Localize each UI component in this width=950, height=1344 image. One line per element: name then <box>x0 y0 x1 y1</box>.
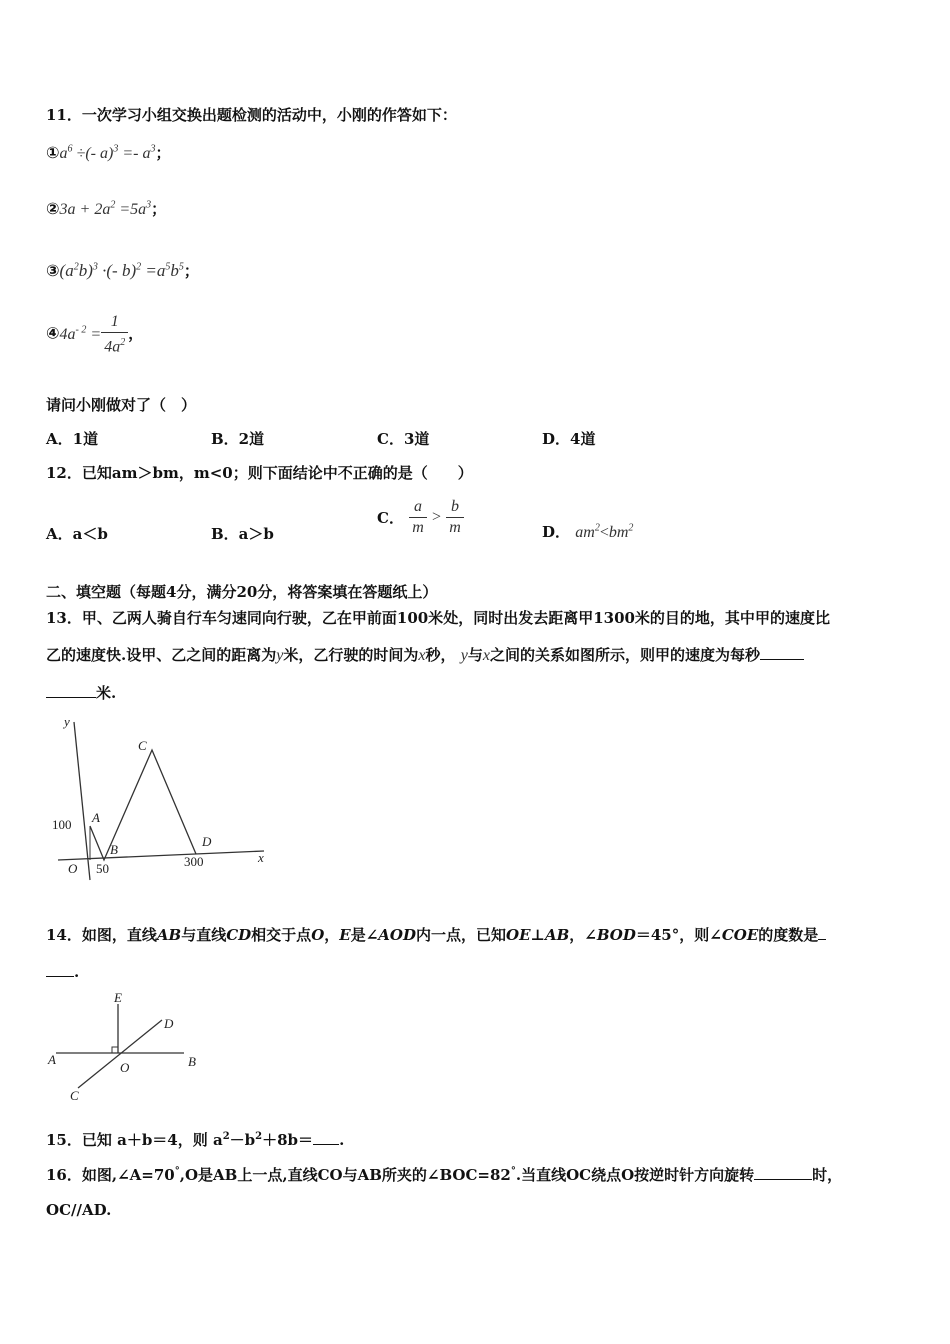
q11-item-1: $①a^6$ ÷(- $a)^3 =- a^3$； <box>46 143 171 162</box>
q13-line-2: 乙的速度快.设甲、乙之间的距离为y米，乙行驶的时间为x秒， y与x之间的关系如图所示，则甲的速度为每秒 <box>46 644 804 665</box>
q13-line-1: 13．甲、乙两人骑自行车匀速同向行驶，乙在甲前面100米处，同时出发去距离甲1300米的目的地，其中甲的速度比 <box>46 609 830 627</box>
answer-blank[interactable] <box>313 1130 339 1145</box>
q11-option-c[interactable]: C．3道 <box>377 430 430 448</box>
item-marker: ① <box>46 143 60 162</box>
q14-angle-figure <box>46 990 202 1102</box>
tick-300: 300 <box>184 854 204 869</box>
point-label-d: D <box>202 834 212 849</box>
q12-option-d[interactable]: D． $am^2<bm^2$ <box>542 522 634 541</box>
q16-line-2: OC//AD. <box>46 1201 112 1219</box>
tick-100: 100 <box>52 817 72 832</box>
point-label-d: D <box>164 1016 174 1031</box>
answer-blank[interactable] <box>760 645 804 660</box>
q14-line-2: . <box>46 962 79 981</box>
y-axis <box>74 722 90 880</box>
answer-blank[interactable] <box>754 1165 812 1180</box>
q11-option-a[interactable]: A．1道 <box>46 430 99 448</box>
q15: 15．已知 a＋b＝4，则 $a^2-b^2+8b=$ . <box>46 1131 345 1149</box>
point-label-c: C <box>138 738 147 753</box>
axis-label-x: x <box>258 850 264 865</box>
q11-item-3: $③(a^2b)^3$ ·(- $b)^2 =a^5b^5$； <box>46 261 199 280</box>
q13-distance-graph <box>46 710 276 885</box>
q12-option-a[interactable]: A．a＜b <box>46 525 108 543</box>
q16-line-1: 16．如图,∠A=70°,O是AB上一点,直线CO与AB所夹的∠BOC=82°.当直线OC绕点O按逆时针方向旋转 时， <box>46 1166 843 1184</box>
fraction: $\frac{1}{4a^2}$ <box>101 312 128 357</box>
q12-option-c[interactable]: C． $\frac{a}{m}$ > $\frac{b}{m}$ <box>377 497 464 538</box>
point-label-b: B <box>188 1054 196 1069</box>
tick-50: 50 <box>96 861 109 876</box>
q11-question: 请问小刚做对了（ ） <box>46 396 197 414</box>
q11-item-2: ②3a + $2a^2 =5a^3$； <box>46 199 167 218</box>
q11-item-4: $④4a^{- 2}$ = $\frac{1}{4a^2}$ ， <box>46 313 144 356</box>
point-label-b: B <box>110 842 118 857</box>
q11-stem: 11．一次学习小组交换出题检测的活动中，小刚的作答如下： <box>46 106 457 124</box>
origin-label: O <box>68 861 78 876</box>
point-label-e: E <box>114 990 122 1005</box>
answer-blank[interactable] <box>46 683 96 698</box>
graph-line <box>90 750 196 860</box>
axis-label-y: y <box>64 714 70 729</box>
q13-line-3: 米. <box>46 682 116 703</box>
point-label-c: C <box>70 1088 79 1102</box>
q12-option-b[interactable]: B．a＞b <box>211 525 274 543</box>
x-axis <box>58 851 264 860</box>
answer-blank[interactable] <box>818 925 826 940</box>
point-label-a: A <box>92 810 100 825</box>
q11-option-d[interactable]: D．4道 <box>542 430 596 448</box>
answer-blank[interactable] <box>46 962 74 977</box>
point-label-a: A <box>48 1052 56 1067</box>
line-cd <box>78 1020 162 1088</box>
right-angle-mark <box>112 1047 118 1053</box>
q14-line-1: 14．如图，直线AB与直线CD相交于点O，E是∠AOD内一点，已知OE⊥AB，∠BOD＝45°，则∠COE的度数是 <box>46 924 826 945</box>
q12-stem: 12．已知am＞bm，m<0；则下面结论中不正确的是（ ） <box>46 464 473 482</box>
item-marker: ② <box>46 199 60 218</box>
item-marker: ③ <box>46 261 60 280</box>
q11-option-b[interactable]: B．2道 <box>211 430 265 448</box>
point-label-o: O <box>120 1060 130 1075</box>
section-title: 二、填空题（每题4分，满分20分，将答案填在答题纸上） <box>46 583 438 601</box>
item-marker: ④ <box>46 323 60 343</box>
